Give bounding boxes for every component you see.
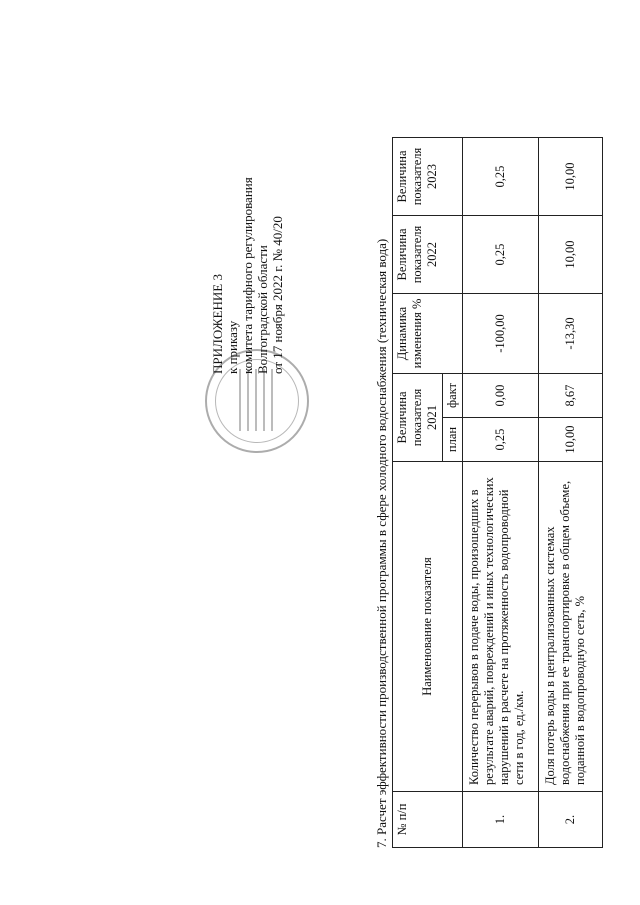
- efficiency-table: [392, 137, 603, 848]
- row-fact: 0,00: [463, 374, 539, 418]
- header-fact: факт: [443, 374, 463, 418]
- header-line-appendix: ПРИЛОЖЕНИЕ 3: [210, 274, 225, 374]
- header-num: № п/п: [393, 792, 463, 848]
- row-plan: 10,00: [539, 418, 603, 462]
- header-2022: Величина показателя 2022: [393, 216, 463, 294]
- row-num: 2.: [539, 792, 603, 848]
- row-name: Доля потерь воды в централизованных системах водоснабжения при ее транспортировке в общем объеме, поданной в водопроводную сеть, %: [539, 462, 603, 792]
- row-2023: 10,00: [539, 138, 603, 216]
- row-plan: 0,25: [463, 418, 539, 462]
- header-name: Наименование показателя: [393, 462, 463, 792]
- header-line-date: от 17 ноября 2022 г. № 40/20: [270, 216, 285, 374]
- row-dynamics: -100,00: [463, 294, 539, 374]
- header-line-committee: комитета тарифного регулирования: [240, 177, 255, 374]
- document-sheet: [160, 68, 600, 848]
- appendix-header: [210, 74, 285, 374]
- header-plan: план: [443, 418, 463, 462]
- header-line-order: к приказу: [225, 320, 240, 374]
- section-title: 7. Расчет эффективности производственной программы в сфере холодного водоснабжения (техническая вода): [374, 238, 389, 848]
- row-2022: 10,00: [539, 216, 603, 294]
- header-dynamics: Динамика изменения %: [393, 294, 463, 374]
- row-2023: 0,25: [463, 138, 539, 216]
- row-num: 1.: [463, 792, 539, 848]
- row-name: Количество перерывов в подаче воды, произошедших в результате аварий, повреждений и иных технологических нарушений в расчете на протяженность водопроводной сети в год, ед./км.: [463, 462, 539, 792]
- header-line-region: Волгоградской области: [255, 245, 270, 374]
- table-row: [463, 138, 539, 848]
- table-row: [539, 138, 603, 848]
- row-2022: 0,25: [463, 216, 539, 294]
- row-dynamics: -13,30: [539, 294, 603, 374]
- row-fact: 8,67: [539, 374, 603, 418]
- header-2023: Величина показателя 2023: [393, 138, 463, 216]
- header-2021: Величина показателя 2021: [393, 374, 443, 462]
